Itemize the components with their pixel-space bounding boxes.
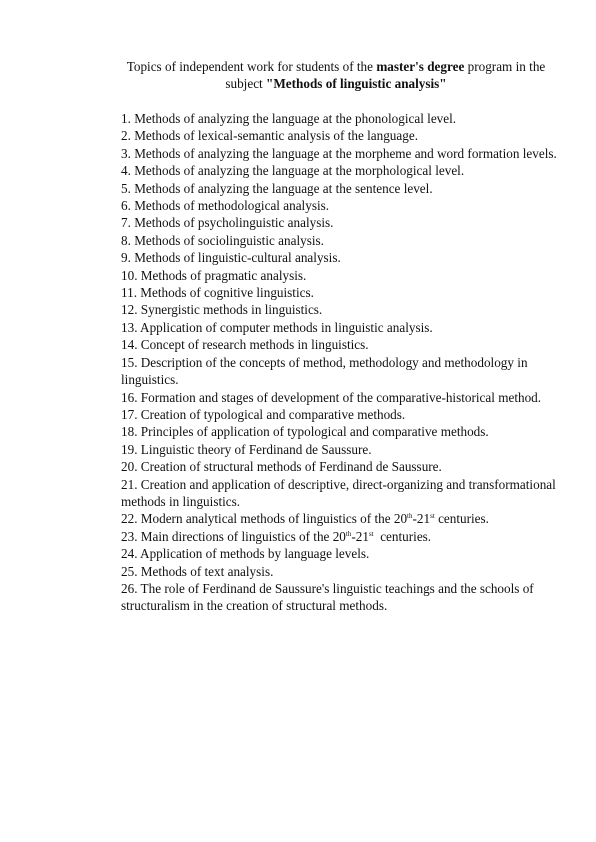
topics-list <box>121 110 563 615</box>
topic-item: 12. Synergistic methods in linguistics. <box>121 302 323 318</box>
topic-item: 21. Creation and application of descriptive, direct-organizing and transformational methods in linguistics. <box>121 476 556 509</box>
document-heading <box>110 58 562 92</box>
topic-item: 1. Methods of analyzing the language at the phonological level. <box>121 111 457 126</box>
topic-item: 17. Creation of typological and comparative methods. <box>121 406 406 422</box>
topic-item: 6. Methods of methodological analysis. <box>121 198 330 214</box>
topic-item: 2. Methods of lexical-semantic analysis of the language. <box>121 128 418 144</box>
topic-item: 7. Methods of psycholinguistic analysis. <box>121 215 334 231</box>
topic-item: 15. Description of the concepts of method, methodology and methodology in linguistics. <box>121 354 528 388</box>
heading-subject: "Methods of linguistic analysis" <box>266 76 447 91</box>
topic-22-prefix: 22. Modern analytical methods of linguistics of the 20 <box>121 511 408 527</box>
heading-text-2: program in the subject <box>225 59 546 91</box>
topic-item: 9. Methods of linguistic-cultural analysis. <box>121 250 341 266</box>
topic-item: 3. Methods of analyzing the language at the morpheme and word formation levels. <box>121 145 557 161</box>
topic-23-prefix: 23. Main directions of linguistics of the 20 <box>121 528 346 544</box>
topic-item: 13. Application of computer methods in linguistic analysis. <box>121 319 433 335</box>
topic-item: 14. Concept of research methods in linguistics. <box>121 337 369 353</box>
topic-item: 10. Methods of pragmatic analysis. <box>121 267 307 283</box>
topic-item: 20. Creation of structural methods of Ferdinand de Saussure. <box>121 459 442 475</box>
topic-23-sup-th: th <box>345 529 352 538</box>
topic-23-mid: -21 <box>351 528 369 544</box>
topic-22-mid: -21 <box>412 511 431 527</box>
topic-item: 11. Methods of cognitive linguistics. <box>121 285 314 301</box>
heading-degree: master's degree <box>376 59 465 74</box>
topic-item <box>121 510 563 527</box>
topic-item: 25. Methods of text analysis. <box>121 563 274 579</box>
topic-item: 18. Principles of application of typological and comparative methods. <box>121 424 489 440</box>
topic-23-suffix: centuries. <box>373 528 432 544</box>
topic-item: 5. Methods of analyzing the language at the sentence level. <box>121 180 433 196</box>
topic-22-sup-st: st <box>430 512 435 521</box>
topic-item: 19. Linguistic theory of Ferdinand de Saussure. <box>121 441 372 457</box>
topic-item <box>121 528 563 545</box>
topic-item: 16. Formation and stages of development of the comparative-historical method. <box>121 389 542 405</box>
topic-22-suffix: centuries. <box>434 511 489 527</box>
topic-22-sup-th: th <box>407 512 413 521</box>
topic-item: 4. Methods of analyzing the language at the morphological level. <box>121 163 465 179</box>
topic-item: 8. Methods of sociolinguistic analysis. <box>121 232 324 248</box>
topic-23-sup-st: st <box>368 529 374 538</box>
heading-text-1: Topics of independent work for students of the <box>126 59 377 74</box>
topic-item: 24. Application of methods by language levels. <box>121 546 370 562</box>
topic-item: 26. The role of Ferdinand de Saussure's linguistic teachings and the schools of structuralism in the creation of structural methods. <box>121 580 534 614</box>
